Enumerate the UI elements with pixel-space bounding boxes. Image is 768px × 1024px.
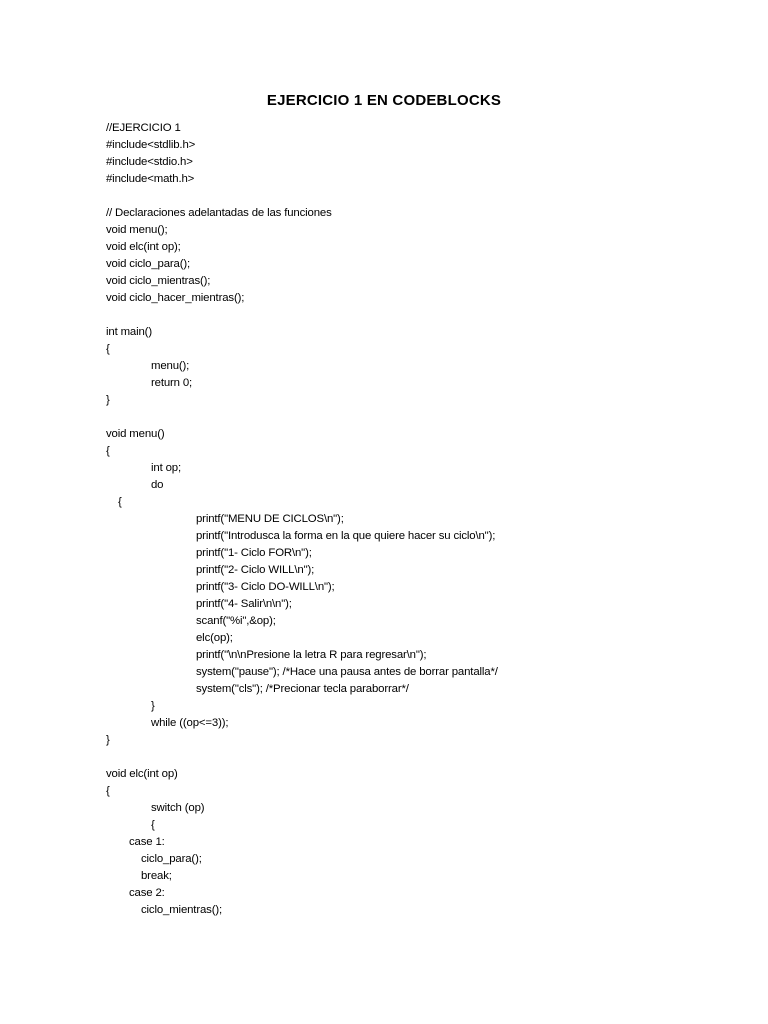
- code-line: printf("\n\nPresione la letra R para regresar\n");: [196, 649, 427, 661]
- code-line: case 1:: [129, 836, 165, 848]
- code-line: }: [106, 394, 110, 406]
- blank-line: [106, 409, 746, 426]
- code-line: printf("4- Salir\n\n");: [196, 598, 292, 610]
- code-line: ciclo_para();: [141, 853, 202, 865]
- code-line: {: [106, 445, 110, 457]
- code-line: #include<math.h>: [106, 173, 195, 185]
- code-line: while ((op<=3));: [151, 717, 229, 729]
- code-listing: [106, 120, 746, 919]
- code-line: void menu(): [106, 428, 165, 440]
- code-line: printf("1- Ciclo FOR\n");: [196, 547, 312, 559]
- code-line: system("cls"); /*Precionar tecla paraborrar*/: [196, 683, 409, 695]
- code-line: void elc(int op);: [106, 241, 181, 253]
- code-line: menu();: [151, 360, 190, 372]
- code-line: case 2:: [129, 887, 165, 899]
- code-line: }: [106, 734, 110, 746]
- blank-line: [106, 188, 746, 205]
- code-line: void menu();: [106, 224, 168, 236]
- document-title: EJERCICIO 1 EN CODEBLOCKS: [266, 92, 502, 109]
- code-line: {: [151, 819, 155, 831]
- code-line: #include<stdlib.h>: [106, 139, 196, 151]
- code-line: int op;: [151, 462, 181, 474]
- code-line: switch (op): [151, 802, 205, 814]
- code-line: {: [118, 496, 122, 508]
- code-line: int main(): [106, 326, 152, 338]
- code-line: void ciclo_para();: [106, 258, 191, 270]
- code-line: void elc(int op): [106, 768, 178, 780]
- code-line: return 0;: [151, 377, 193, 389]
- code-line: printf("2- Ciclo WILL\n");: [196, 564, 315, 576]
- code-line: }: [151, 700, 155, 712]
- code-line: printf("3- Ciclo DO-WILL\n");: [196, 581, 335, 593]
- code-line: break;: [141, 870, 172, 882]
- code-line: elc(op);: [196, 632, 233, 644]
- code-line: void ciclo_hacer_mientras();: [106, 292, 245, 304]
- code-line: {: [106, 785, 110, 797]
- code-line: ciclo_mientras();: [141, 904, 222, 916]
- code-line: void ciclo_mientras();: [106, 275, 211, 287]
- code-line: scanf("%i",&op);: [196, 615, 276, 627]
- code-line: printf("Introdusca la forma en la que quiere hacer su ciclo\n");: [196, 530, 496, 542]
- code-line: #include<stdio.h>: [106, 156, 193, 168]
- code-line: printf("MENU DE CICLOS\n");: [196, 513, 344, 525]
- code-line: //EJERCICIO 1: [106, 122, 181, 134]
- code-line: {: [106, 343, 110, 355]
- code-line: do: [151, 479, 164, 491]
- code-line: // Declaraciones adelantadas de las funciones: [106, 207, 332, 219]
- blank-line: [106, 749, 746, 766]
- code-line: system("pause"); /*Hace una pausa antes de borrar pantalla*/: [196, 666, 498, 678]
- blank-line: [106, 307, 746, 324]
